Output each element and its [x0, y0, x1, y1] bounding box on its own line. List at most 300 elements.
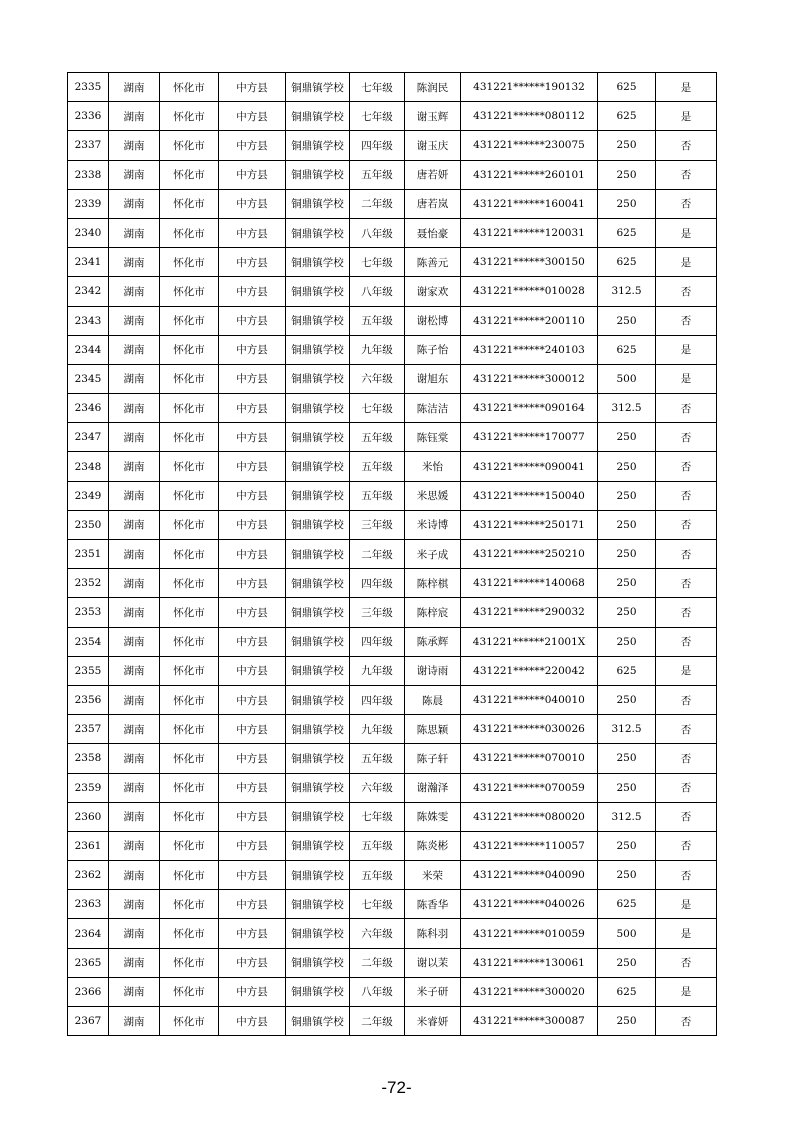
- table-row: [68, 131, 717, 160]
- flag-cell: 是: [656, 364, 717, 393]
- student-name-cell: 谢家欢: [405, 277, 461, 306]
- amount-cell: 250: [598, 831, 656, 860]
- grade-cell: 六年级: [350, 364, 405, 393]
- school-cell: 铜鼎镇学校: [286, 802, 350, 831]
- city-cell: 怀化市: [160, 73, 219, 102]
- table-row: [68, 744, 717, 773]
- id-number-cell: 431221******300150: [461, 248, 598, 277]
- grade-cell: 二年级: [350, 1007, 405, 1036]
- grade-cell: 八年级: [350, 218, 405, 247]
- grade-cell: 四年级: [350, 569, 405, 598]
- county-cell: 中方县: [219, 131, 286, 160]
- school-cell: 铜鼎镇学校: [286, 540, 350, 569]
- amount-cell: 312.5: [598, 394, 656, 423]
- school-cell: 铜鼎镇学校: [286, 73, 350, 102]
- row-number-cell: 2339: [68, 189, 109, 218]
- school-cell: 铜鼎镇学校: [286, 364, 350, 393]
- city-cell: 怀化市: [160, 335, 219, 364]
- table-row: [68, 277, 717, 306]
- county-cell: 中方县: [219, 948, 286, 977]
- student-name-cell: 谢松博: [405, 306, 461, 335]
- city-cell: 怀化市: [160, 715, 219, 744]
- county-cell: 中方县: [219, 627, 286, 656]
- student-name-cell: 陈晨: [405, 685, 461, 714]
- id-number-cell: 431221******21001X: [461, 627, 598, 656]
- flag-cell: 是: [656, 977, 717, 1006]
- school-cell: 铜鼎镇学校: [286, 773, 350, 802]
- flag-cell: 是: [656, 248, 717, 277]
- id-number-cell: 431221******120031: [461, 218, 598, 247]
- table-row: [68, 510, 717, 539]
- province-cell: 湖南: [109, 569, 160, 598]
- grade-cell: 四年级: [350, 627, 405, 656]
- school-cell: 铜鼎镇学校: [286, 131, 350, 160]
- row-number-cell: 2352: [68, 569, 109, 598]
- table-row: [68, 306, 717, 335]
- row-number-cell: 2340: [68, 218, 109, 247]
- amount-cell: 250: [598, 598, 656, 627]
- province-cell: 湖南: [109, 685, 160, 714]
- county-cell: 中方县: [219, 540, 286, 569]
- row-number-cell: 2356: [68, 685, 109, 714]
- row-number-cell: 2336: [68, 102, 109, 131]
- row-number-cell: 2337: [68, 131, 109, 160]
- flag-cell: 是: [656, 656, 717, 685]
- grade-cell: 九年级: [350, 715, 405, 744]
- row-number-cell: 2360: [68, 802, 109, 831]
- flag-cell: 否: [656, 948, 717, 977]
- county-cell: 中方县: [219, 277, 286, 306]
- amount-cell: 250: [598, 510, 656, 539]
- school-cell: 铜鼎镇学校: [286, 831, 350, 860]
- province-cell: 湖南: [109, 1007, 160, 1036]
- id-number-cell: 431221******010059: [461, 919, 598, 948]
- student-name-cell: 唐若妍: [405, 160, 461, 189]
- amount-cell: 250: [598, 685, 656, 714]
- school-cell: 铜鼎镇学校: [286, 160, 350, 189]
- city-cell: 怀化市: [160, 598, 219, 627]
- city-cell: 怀化市: [160, 890, 219, 919]
- amount-cell: 250: [598, 744, 656, 773]
- county-cell: 中方县: [219, 890, 286, 919]
- flag-cell: 否: [656, 423, 717, 452]
- city-cell: 怀化市: [160, 481, 219, 510]
- table-row: [68, 218, 717, 247]
- county-cell: 中方县: [219, 773, 286, 802]
- school-cell: 铜鼎镇学校: [286, 685, 350, 714]
- county-cell: 中方县: [219, 335, 286, 364]
- student-name-cell: 陈洁洁: [405, 394, 461, 423]
- city-cell: 怀化市: [160, 510, 219, 539]
- table-row: [68, 102, 717, 131]
- table-row: [68, 248, 717, 277]
- city-cell: 怀化市: [160, 540, 219, 569]
- province-cell: 湖南: [109, 277, 160, 306]
- grade-cell: 四年级: [350, 685, 405, 714]
- amount-cell: 500: [598, 919, 656, 948]
- grade-cell: 七年级: [350, 394, 405, 423]
- county-cell: 中方县: [219, 569, 286, 598]
- id-number-cell: 431221******230075: [461, 131, 598, 160]
- school-cell: 铜鼎镇学校: [286, 861, 350, 890]
- amount-cell: 625: [598, 218, 656, 247]
- row-number-cell: 2366: [68, 977, 109, 1006]
- grade-cell: 七年级: [350, 890, 405, 919]
- student-name-cell: 谢诗雨: [405, 656, 461, 685]
- county-cell: 中方县: [219, 102, 286, 131]
- row-number-cell: 2344: [68, 335, 109, 364]
- id-number-cell: 431221******160041: [461, 189, 598, 218]
- city-cell: 怀化市: [160, 160, 219, 189]
- county-cell: 中方县: [219, 598, 286, 627]
- table-row: [68, 423, 717, 452]
- id-number-cell: 431221******070059: [461, 773, 598, 802]
- amount-cell: 625: [598, 248, 656, 277]
- county-cell: 中方县: [219, 510, 286, 539]
- student-name-cell: 陈善元: [405, 248, 461, 277]
- id-number-cell: 431221******140068: [461, 569, 598, 598]
- table-row: [68, 948, 717, 977]
- city-cell: 怀化市: [160, 948, 219, 977]
- row-number-cell: 2345: [68, 364, 109, 393]
- grade-cell: 八年级: [350, 277, 405, 306]
- province-cell: 湖南: [109, 452, 160, 481]
- flag-cell: 否: [656, 481, 717, 510]
- county-cell: 中方县: [219, 423, 286, 452]
- id-number-cell: 431221******300087: [461, 1007, 598, 1036]
- id-number-cell: 431221******190132: [461, 73, 598, 102]
- city-cell: 怀化市: [160, 189, 219, 218]
- table-row: [68, 189, 717, 218]
- province-cell: 湖南: [109, 510, 160, 539]
- city-cell: 怀化市: [160, 656, 219, 685]
- province-cell: 湖南: [109, 627, 160, 656]
- student-name-cell: 谢玉庆: [405, 131, 461, 160]
- city-cell: 怀化市: [160, 452, 219, 481]
- province-cell: 湖南: [109, 540, 160, 569]
- flag-cell: 否: [656, 1007, 717, 1036]
- school-cell: 铜鼎镇学校: [286, 977, 350, 1006]
- province-cell: 湖南: [109, 73, 160, 102]
- table-row: [68, 73, 717, 102]
- amount-cell: 250: [598, 948, 656, 977]
- row-number-cell: 2348: [68, 452, 109, 481]
- county-cell: 中方县: [219, 715, 286, 744]
- flag-cell: 否: [656, 715, 717, 744]
- amount-cell: 250: [598, 773, 656, 802]
- row-number-cell: 2343: [68, 306, 109, 335]
- grade-cell: 二年级: [350, 948, 405, 977]
- id-number-cell: 431221******040090: [461, 861, 598, 890]
- amount-cell: 625: [598, 656, 656, 685]
- table-row: [68, 656, 717, 685]
- id-number-cell: 431221******300020: [461, 977, 598, 1006]
- school-cell: 铜鼎镇学校: [286, 277, 350, 306]
- grade-cell: 六年级: [350, 919, 405, 948]
- school-cell: 铜鼎镇学校: [286, 744, 350, 773]
- province-cell: 湖南: [109, 481, 160, 510]
- school-cell: 铜鼎镇学校: [286, 481, 350, 510]
- table-row: [68, 481, 717, 510]
- amount-cell: 250: [598, 540, 656, 569]
- flag-cell: 否: [656, 831, 717, 860]
- grade-cell: 三年级: [350, 598, 405, 627]
- student-name-cell: 陈子轩: [405, 744, 461, 773]
- flag-cell: 否: [656, 131, 717, 160]
- grade-cell: 九年级: [350, 335, 405, 364]
- student-name-cell: 聂怡豪: [405, 218, 461, 247]
- county-cell: 中方县: [219, 744, 286, 773]
- school-cell: 铜鼎镇学校: [286, 452, 350, 481]
- student-name-cell: 谢旭东: [405, 364, 461, 393]
- id-number-cell: 431221******040026: [461, 890, 598, 919]
- city-cell: 怀化市: [160, 131, 219, 160]
- amount-cell: 312.5: [598, 802, 656, 831]
- student-name-cell: 米怡: [405, 452, 461, 481]
- flag-cell: 是: [656, 335, 717, 364]
- flag-cell: 否: [656, 540, 717, 569]
- county-cell: 中方县: [219, 802, 286, 831]
- province-cell: 湖南: [109, 773, 160, 802]
- row-number-cell: 2357: [68, 715, 109, 744]
- student-name-cell: 米诗博: [405, 510, 461, 539]
- row-number-cell: 2363: [68, 890, 109, 919]
- table-row: [68, 160, 717, 189]
- student-name-cell: 陈承辉: [405, 627, 461, 656]
- city-cell: 怀化市: [160, 394, 219, 423]
- id-number-cell: 431221******220042: [461, 656, 598, 685]
- county-cell: 中方县: [219, 1007, 286, 1036]
- flag-cell: 否: [656, 773, 717, 802]
- county-cell: 中方县: [219, 248, 286, 277]
- id-number-cell: 431221******200110: [461, 306, 598, 335]
- city-cell: 怀化市: [160, 802, 219, 831]
- table-row: [68, 540, 717, 569]
- amount-cell: 250: [598, 481, 656, 510]
- school-cell: 铜鼎镇学校: [286, 189, 350, 218]
- student-name-cell: 唐若岚: [405, 189, 461, 218]
- flag-cell: 否: [656, 394, 717, 423]
- school-cell: 铜鼎镇学校: [286, 102, 350, 131]
- city-cell: 怀化市: [160, 306, 219, 335]
- id-number-cell: 431221******030026: [461, 715, 598, 744]
- county-cell: 中方县: [219, 977, 286, 1006]
- table-row: [68, 802, 717, 831]
- grade-cell: 七年级: [350, 248, 405, 277]
- amount-cell: 250: [598, 423, 656, 452]
- amount-cell: 250: [598, 861, 656, 890]
- row-number-cell: 2349: [68, 481, 109, 510]
- flag-cell: 否: [656, 452, 717, 481]
- amount-cell: 312.5: [598, 715, 656, 744]
- province-cell: 湖南: [109, 861, 160, 890]
- county-cell: 中方县: [219, 685, 286, 714]
- city-cell: 怀化市: [160, 569, 219, 598]
- student-name-cell: 陈炎彬: [405, 831, 461, 860]
- school-cell: 铜鼎镇学校: [286, 890, 350, 919]
- county-cell: 中方县: [219, 394, 286, 423]
- grade-cell: 七年级: [350, 102, 405, 131]
- grade-cell: 五年级: [350, 744, 405, 773]
- city-cell: 怀化市: [160, 685, 219, 714]
- province-cell: 湖南: [109, 744, 160, 773]
- table-row: [68, 685, 717, 714]
- student-name-cell: 米睿妍: [405, 1007, 461, 1036]
- grade-cell: 五年级: [350, 423, 405, 452]
- school-cell: 铜鼎镇学校: [286, 715, 350, 744]
- amount-cell: 625: [598, 890, 656, 919]
- amount-cell: 250: [598, 569, 656, 598]
- id-number-cell: 431221******170077: [461, 423, 598, 452]
- row-number-cell: 2359: [68, 773, 109, 802]
- flag-cell: 是: [656, 73, 717, 102]
- province-cell: 湖南: [109, 715, 160, 744]
- province-cell: 湖南: [109, 102, 160, 131]
- student-name-cell: 陈子怡: [405, 335, 461, 364]
- province-cell: 湖南: [109, 364, 160, 393]
- province-cell: 湖南: [109, 248, 160, 277]
- grade-cell: 八年级: [350, 977, 405, 1006]
- row-number-cell: 2335: [68, 73, 109, 102]
- table-row: [68, 773, 717, 802]
- row-number-cell: 2367: [68, 1007, 109, 1036]
- city-cell: 怀化市: [160, 919, 219, 948]
- county-cell: 中方县: [219, 364, 286, 393]
- grade-cell: 二年级: [350, 189, 405, 218]
- province-cell: 湖南: [109, 656, 160, 685]
- grade-cell: 三年级: [350, 510, 405, 539]
- row-number-cell: 2350: [68, 510, 109, 539]
- table-body: [68, 73, 717, 1036]
- grade-cell: 六年级: [350, 773, 405, 802]
- grade-cell: 四年级: [350, 131, 405, 160]
- student-name-cell: 陈梓宸: [405, 598, 461, 627]
- province-cell: 湖南: [109, 802, 160, 831]
- school-cell: 铜鼎镇学校: [286, 394, 350, 423]
- flag-cell: 否: [656, 306, 717, 335]
- id-number-cell: 431221******250210: [461, 540, 598, 569]
- county-cell: 中方县: [219, 452, 286, 481]
- id-number-cell: 431221******090164: [461, 394, 598, 423]
- student-name-cell: 陈钰棠: [405, 423, 461, 452]
- school-cell: 铜鼎镇学校: [286, 598, 350, 627]
- flag-cell: 是: [656, 919, 717, 948]
- table-row: [68, 569, 717, 598]
- table-row: [68, 598, 717, 627]
- amount-cell: 250: [598, 1007, 656, 1036]
- amount-cell: 250: [598, 131, 656, 160]
- school-cell: 铜鼎镇学校: [286, 1007, 350, 1036]
- table-row: [68, 890, 717, 919]
- grade-cell: 九年级: [350, 656, 405, 685]
- province-cell: 湖南: [109, 394, 160, 423]
- table-row: [68, 831, 717, 860]
- school-cell: 铜鼎镇学校: [286, 248, 350, 277]
- amount-cell: 250: [598, 627, 656, 656]
- county-cell: 中方县: [219, 919, 286, 948]
- student-roster-table: [67, 72, 717, 1036]
- flag-cell: 是: [656, 218, 717, 247]
- id-number-cell: 431221******040010: [461, 685, 598, 714]
- table-row: [68, 394, 717, 423]
- table-row: [68, 364, 717, 393]
- city-cell: 怀化市: [160, 423, 219, 452]
- school-cell: 铜鼎镇学校: [286, 569, 350, 598]
- id-number-cell: 431221******090041: [461, 452, 598, 481]
- county-cell: 中方县: [219, 306, 286, 335]
- row-number-cell: 2341: [68, 248, 109, 277]
- amount-cell: 250: [598, 306, 656, 335]
- table-row: [68, 452, 717, 481]
- table-row: [68, 977, 717, 1006]
- province-cell: 湖南: [109, 218, 160, 247]
- student-name-cell: 谢玉辉: [405, 102, 461, 131]
- amount-cell: 625: [598, 102, 656, 131]
- row-number-cell: 2355: [68, 656, 109, 685]
- flag-cell: 否: [656, 685, 717, 714]
- province-cell: 湖南: [109, 919, 160, 948]
- city-cell: 怀化市: [160, 218, 219, 247]
- flag-cell: 否: [656, 160, 717, 189]
- flag-cell: 否: [656, 598, 717, 627]
- id-number-cell: 431221******240103: [461, 335, 598, 364]
- county-cell: 中方县: [219, 861, 286, 890]
- flag-cell: 否: [656, 802, 717, 831]
- student-name-cell: 谢以茉: [405, 948, 461, 977]
- county-cell: 中方县: [219, 831, 286, 860]
- flag-cell: 是: [656, 890, 717, 919]
- student-name-cell: 陈思颖: [405, 715, 461, 744]
- province-cell: 湖南: [109, 890, 160, 919]
- school-cell: 铜鼎镇学校: [286, 948, 350, 977]
- county-cell: 中方县: [219, 481, 286, 510]
- student-name-cell: 米荣: [405, 861, 461, 890]
- grade-cell: 七年级: [350, 802, 405, 831]
- flag-cell: 否: [656, 277, 717, 306]
- row-number-cell: 2351: [68, 540, 109, 569]
- school-cell: 铜鼎镇学校: [286, 510, 350, 539]
- id-number-cell: 431221******150040: [461, 481, 598, 510]
- province-cell: 湖南: [109, 831, 160, 860]
- flag-cell: 否: [656, 569, 717, 598]
- city-cell: 怀化市: [160, 1007, 219, 1036]
- flag-cell: 否: [656, 627, 717, 656]
- row-number-cell: 2365: [68, 948, 109, 977]
- student-name-cell: 米思媛: [405, 481, 461, 510]
- amount-cell: 250: [598, 452, 656, 481]
- amount-cell: 500: [598, 364, 656, 393]
- grade-cell: 五年级: [350, 481, 405, 510]
- id-number-cell: 431221******290032: [461, 598, 598, 627]
- table-row: [68, 715, 717, 744]
- grade-cell: 七年级: [350, 73, 405, 102]
- school-cell: 铜鼎镇学校: [286, 306, 350, 335]
- row-number-cell: 2354: [68, 627, 109, 656]
- school-cell: 铜鼎镇学校: [286, 919, 350, 948]
- student-name-cell: 米子研: [405, 977, 461, 1006]
- province-cell: 湖南: [109, 598, 160, 627]
- row-number-cell: 2353: [68, 598, 109, 627]
- id-number-cell: 431221******080112: [461, 102, 598, 131]
- amount-cell: 312.5: [598, 277, 656, 306]
- city-cell: 怀化市: [160, 977, 219, 1006]
- table-row: [68, 861, 717, 890]
- flag-cell: 否: [656, 744, 717, 773]
- table-row: [68, 1007, 717, 1036]
- id-number-cell: 431221******130061: [461, 948, 598, 977]
- student-name-cell: 米子成: [405, 540, 461, 569]
- school-cell: 铜鼎镇学校: [286, 218, 350, 247]
